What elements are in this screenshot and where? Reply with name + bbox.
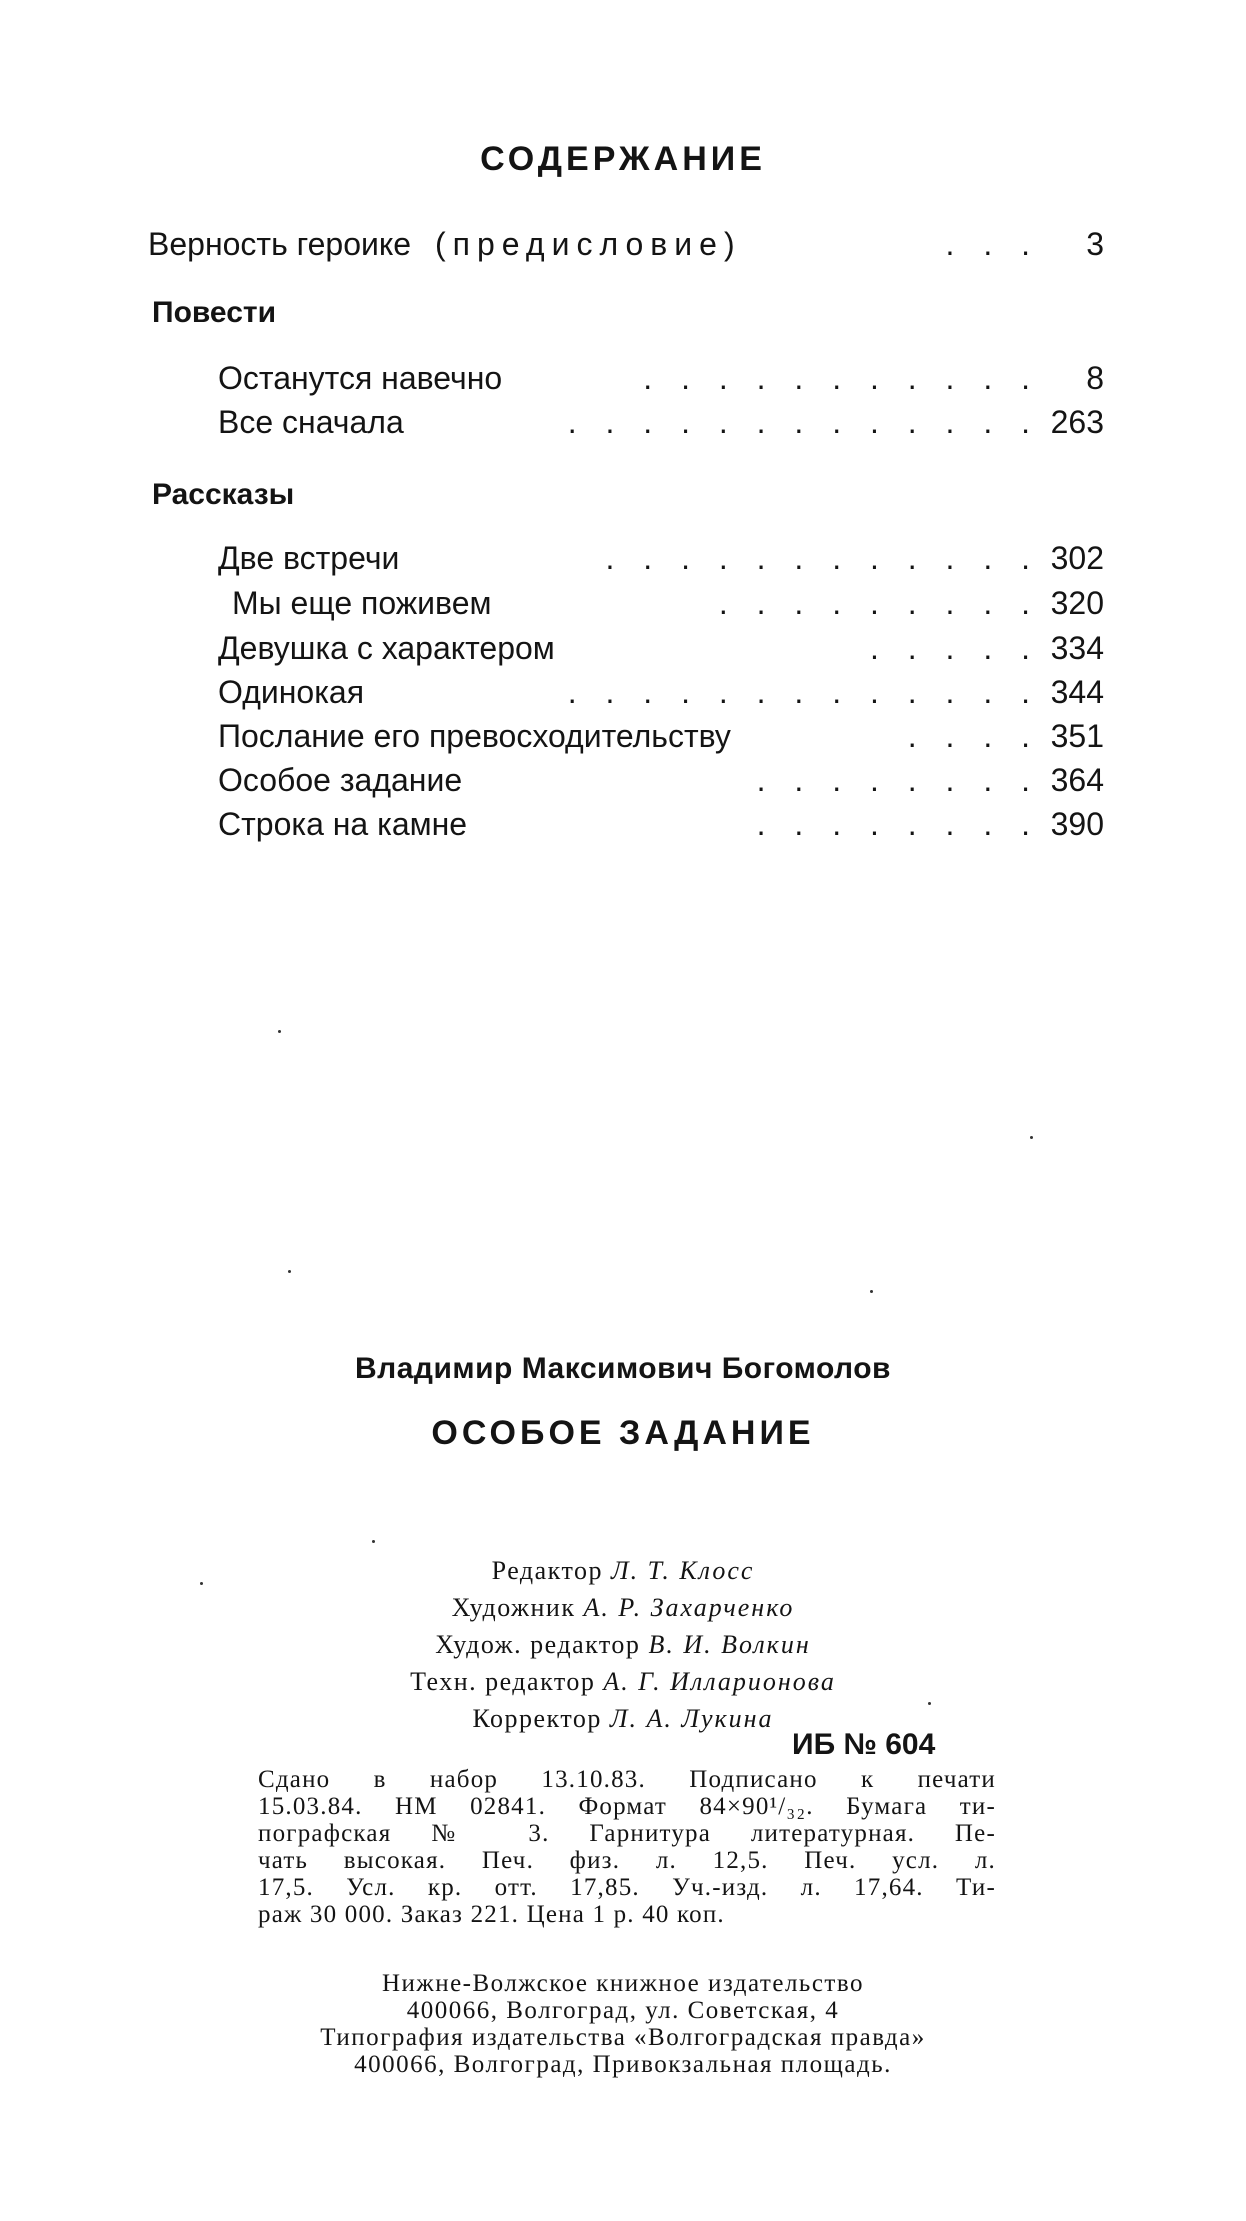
publisher-line: 400066, Волгоград, Привокзальная площадь.	[354, 2051, 892, 2078]
toc-entry	[218, 762, 1104, 799]
credit-name: А. Г. Илларионова	[603, 1667, 836, 1696]
print-details-line: Сдано в набор 13.10.83. Подписано к печати	[258, 1766, 996, 1793]
toc-entry-label: Особое задание	[218, 762, 463, 798]
toc-page-number: 3	[1086, 226, 1104, 262]
toc-entry	[232, 585, 1104, 622]
ib-number: ИБ № 604	[792, 1728, 936, 1761]
leader-dots: . . . . . . . .	[756, 806, 1040, 842]
toc-page-number: 320	[1050, 585, 1104, 621]
leader-dots: . . . . .	[869, 630, 1040, 666]
toc-entry-intro	[148, 226, 1104, 263]
leader-dots: . . . . . . . . . . . . .	[567, 674, 1040, 710]
credit-role: Корректор	[472, 1704, 602, 1733]
publisher-line: 400066, Волгоград, ул. Советская, 4	[406, 1997, 840, 2024]
contents-heading: СОДЕРЖАНИЕ	[480, 140, 766, 178]
print-speck	[372, 1540, 375, 1543]
toc-entry-label: Мы еще поживем	[232, 585, 492, 621]
toc-entry	[218, 404, 1104, 441]
print-speck	[870, 1290, 873, 1293]
print-details-line: пографская № 3. Гарнитура литературная. Пе-	[258, 1820, 996, 1847]
print-details-line: 17,5. Усл. кр. отт. 17,85. Уч.-изд. л. 17,64. Ти-	[258, 1874, 996, 1901]
credit-role: Техн. редактор	[410, 1667, 596, 1696]
publisher-line: Нижне-Волжское книжное издательство	[381, 1970, 864, 1997]
credit-line	[0, 1700, 1246, 1737]
leader-dots: . . .	[945, 226, 1040, 262]
toc-entry-label: Останутся навечно	[218, 360, 503, 396]
credit-line	[0, 1552, 1246, 1589]
toc-entry	[218, 674, 1104, 711]
toc-page-number: 344	[1050, 674, 1104, 710]
toc-entry-label: Верность героике	[148, 226, 412, 262]
section-heading-novellas: Повести	[152, 296, 277, 329]
toc-page-number: 334	[1050, 630, 1104, 666]
toc-entry-label: Девушка с характером	[218, 630, 555, 666]
author-name: Владимир Максимович Богомолов	[355, 1352, 891, 1385]
leader-dots: . . . . . . . .	[756, 762, 1040, 798]
toc-entry-label: Послание его превосходительству	[218, 718, 731, 754]
credit-name: Л. А. Лукина	[609, 1704, 774, 1733]
toc-page-number: 8	[1086, 360, 1104, 396]
leader-dots: . . . . . . . . .	[718, 585, 1040, 621]
book-title: ОСОБОЕ ЗАДАНИЕ	[431, 1414, 815, 1452]
credit-line	[0, 1626, 1246, 1663]
credit-name: Л. Т. Клосс	[610, 1556, 755, 1585]
leader-dots: . . . .	[907, 718, 1040, 754]
toc-entry-label: Две встречи	[218, 540, 400, 576]
toc-entry	[218, 718, 1104, 755]
print-speck	[1030, 1136, 1033, 1139]
print-details-line: 15.03.84. НМ 02841. Формат 84×90¹/₃₂. Бумага ти-	[258, 1793, 996, 1820]
toc-entry	[218, 806, 1104, 843]
credit-role: Худож. редактор	[435, 1630, 641, 1659]
leader-dots: . . . . . . . . . . . . .	[567, 404, 1040, 440]
print-details-line: чать высокая. Печ. физ. л. 12,5. Печ. усл. л.	[258, 1847, 996, 1874]
toc-entry-label: Одинокая	[218, 674, 365, 710]
leader-dots: . . . . . . . . . . . .	[605, 540, 1040, 576]
credit-role: Художник	[451, 1593, 576, 1622]
toc-page-number: 364	[1050, 762, 1104, 798]
toc-page-number: 302	[1050, 540, 1104, 576]
credit-line	[0, 1589, 1246, 1626]
toc-page-number: 390	[1050, 806, 1104, 842]
publisher-block	[0, 1970, 1246, 2078]
toc-page-number: 351	[1050, 718, 1104, 754]
credit-line	[0, 1663, 1246, 1700]
section-heading-stories: Рассказы	[152, 478, 295, 511]
toc-entry-note: (предисловие)	[435, 226, 742, 262]
leader-dots: . . . . . . . . . . .	[643, 360, 1040, 396]
credits-block	[0, 1552, 1246, 1737]
toc-entry	[218, 540, 1104, 577]
toc-entry-label: Все сначала	[218, 404, 404, 440]
print-speck	[278, 1030, 281, 1033]
toc-page-number: 263	[1050, 404, 1104, 440]
credit-name: В. И. Волкин	[648, 1630, 811, 1659]
credit-name: А. Р. Захарченко	[583, 1593, 795, 1622]
publisher-line: Типография издательства «Волгоградская правда»	[320, 2024, 926, 2051]
print-details-line: раж 30 000. Заказ 221. Цена 1 р. 40 коп.	[258, 1901, 725, 1928]
toc-entry	[218, 630, 1104, 667]
credit-role: Редактор	[491, 1556, 603, 1585]
toc-entry-label: Строка на камне	[218, 806, 468, 842]
toc-entry	[218, 360, 1104, 397]
print-details	[258, 1766, 996, 1928]
print-speck	[288, 1270, 291, 1273]
